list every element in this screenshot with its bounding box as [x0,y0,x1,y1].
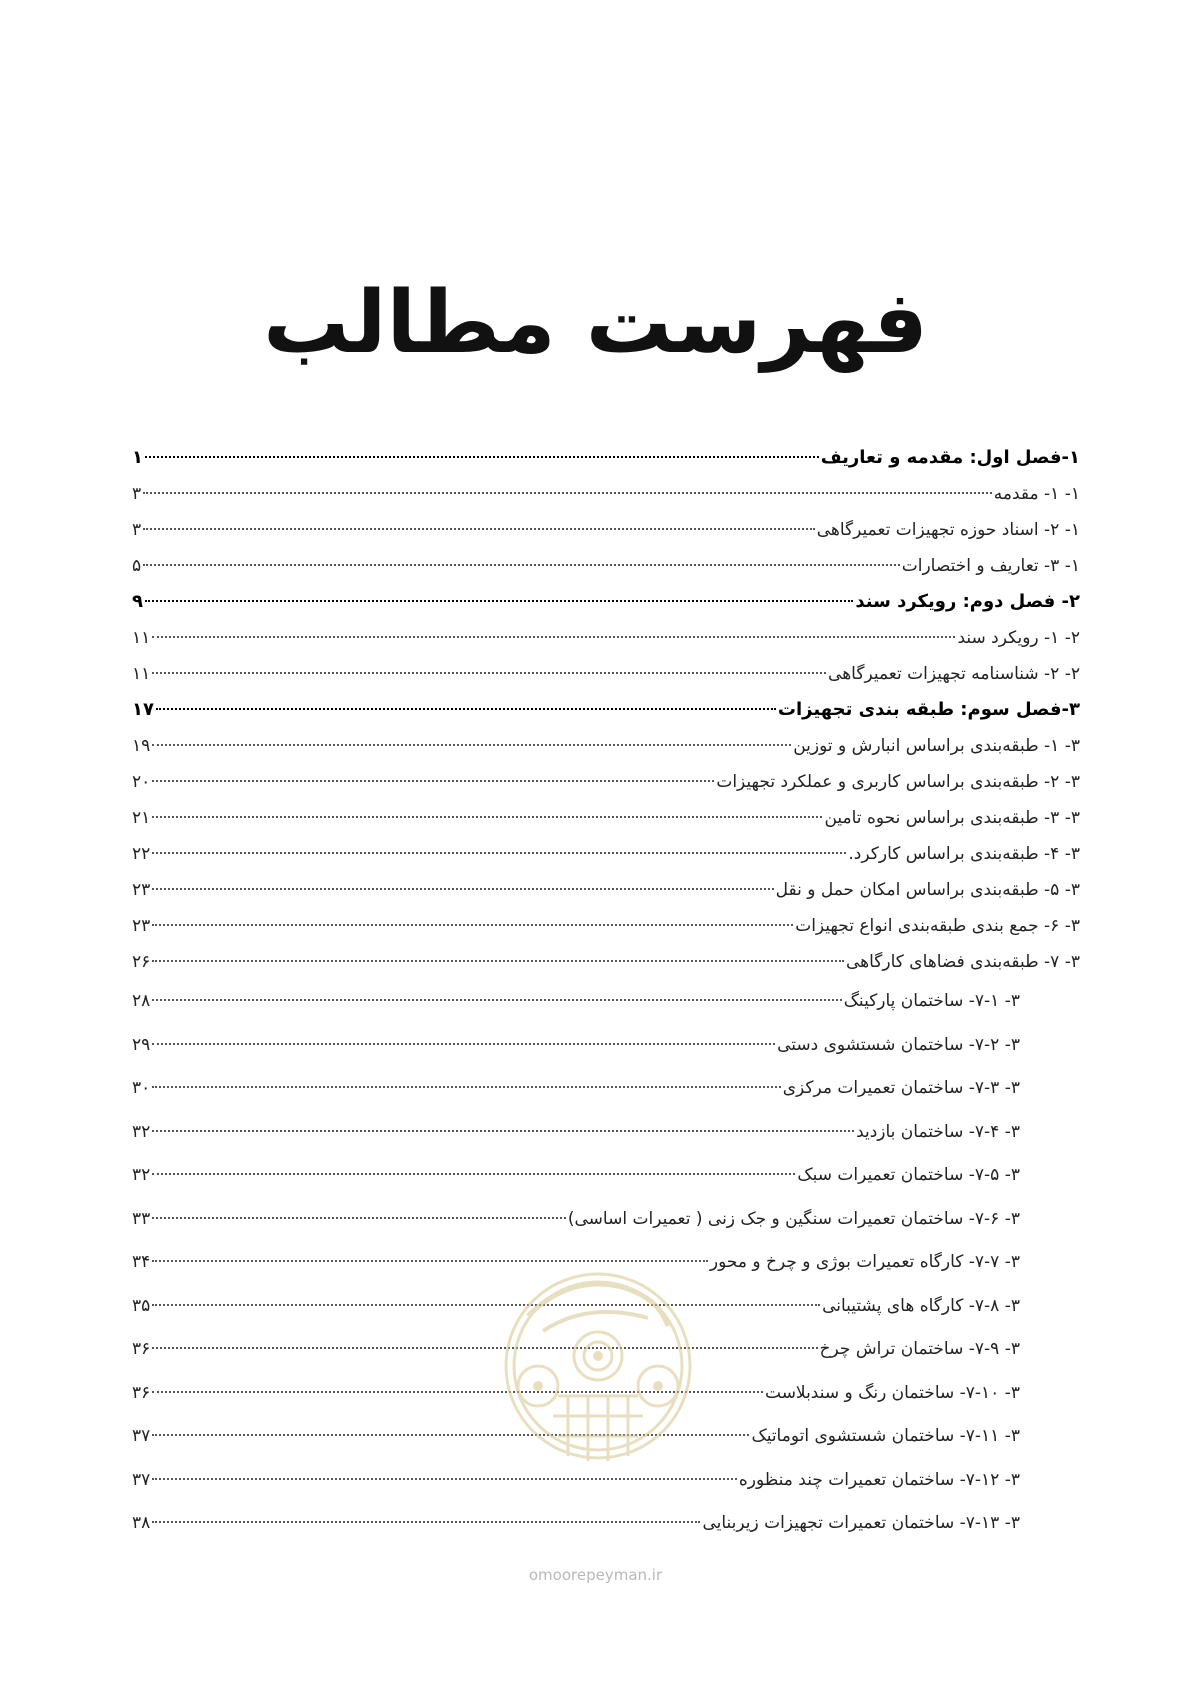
dot-leader [145,456,819,458]
toc-page-number: ۱ [132,447,143,468]
toc-entry[interactable] [132,476,1080,512]
toc-chapter-entry[interactable] [132,440,1080,476]
toc-page-number: ۳ [132,484,142,504]
dot-leader [152,816,822,818]
toc-entry-label: ۱-فصل اول: مقدمه و تعاریف [820,447,1080,468]
toc-entry-label: ۲- ۲- شناسنامه تجهیزات تعمیرگاهی [828,664,1080,684]
toc-entry-label: ۳- ۷-۱۰- ساختمان رنگ و سندبلاست [765,1382,1020,1403]
watermark-seal-icon [498,1256,698,1488]
dot-leader [152,1304,820,1306]
dot-leader [156,708,776,710]
dot-leader [152,1173,795,1175]
toc-page-number: ۳۲ [132,1121,151,1142]
toc-entry[interactable] [132,620,1080,656]
toc-chapter-entry[interactable] [132,692,1080,728]
toc-page-number: ۳۷ [132,1426,151,1446]
toc-page-number: ۹ [132,591,143,612]
toc-page-number: ۳۷ [132,1469,151,1490]
toc-entry[interactable] [132,728,1080,764]
dot-leader [152,672,826,674]
toc-page-number: ۲۲ [132,844,151,864]
toc-entry-label: ۳- ۴- طبقه‌بندی براساس کارکرد. [848,844,1080,864]
dot-leader [152,888,773,890]
toc-entry-label: ۳- ۷-۳- ساختمان تعمیرات مرکزی [782,1078,1020,1098]
dot-leader [152,1043,775,1045]
toc-entry[interactable] [132,1154,1080,1198]
dot-leader [143,564,900,566]
dot-leader [152,636,955,638]
toc-entry-label: ۳- ۷-۹- ساختمان تراش چرخ [819,1339,1020,1359]
toc-entry[interactable] [132,1024,1080,1068]
toc-page-number: ۲۶ [132,952,151,972]
toc-entry-label: ۳- ۶- جمع بندی طبقه‌بندی انواع تجهیزات [795,916,1080,936]
toc-entry[interactable] [132,800,1080,836]
toc-entry-label: ۳- ۷-۵- ساختمان تعمیرات سبک [797,1165,1020,1185]
toc-entry[interactable] [132,980,1080,1024]
toc-entry-label: ۳- ۲- طبقه‌بندی براساس کاربری و عملکرد تجهیزات [716,772,1080,792]
toc-page-number: ۳۰ [132,1078,151,1098]
toc-entry[interactable] [132,1067,1080,1111]
toc-entry-label: ۱- ۳- تعاریف و اختصارات [901,556,1080,576]
toc-page-number: ۱۹ [132,736,151,756]
toc-page-number: ۲۱ [132,808,151,828]
dot-leader [152,924,793,926]
toc-entry-label: ۲- ۱- رویکرد سند [957,628,1080,648]
watermark-site: omoorepeyman.ir [528,1566,663,1584]
toc-page-number: ۲۳ [132,880,151,900]
toc-entry-label: ۱- ۱- مقدمه [993,484,1080,504]
toc-entry-label: ۳- ۷-۱- ساختمان پارکینگ [843,991,1020,1011]
toc-page-number: ۳۶ [132,1382,151,1403]
toc-entry[interactable] [132,1502,1080,1546]
toc-entry[interactable] [132,872,1080,908]
toc-page-number: ۵ [132,556,142,576]
toc-entry-label: ۳- ۵- طبقه‌بندی براساس امکان حمل و نقل [775,880,1080,900]
dot-leader [145,600,853,602]
dot-leader [143,528,815,530]
toc-page-number: ۳ [132,520,142,540]
toc-page-number: ۳۴ [132,1252,151,1272]
dot-leader [152,1521,700,1523]
toc-page-number: ۲۳ [132,916,151,936]
toc-entry-label: ۳- ۱- طبقه‌بندی براساس انبارش و توزین [793,736,1080,756]
toc-entry-label: ۳- ۳- طبقه‌بندی براساس نحوه تامین [824,808,1080,828]
toc-entry-label: ۳- ۷-۲- ساختمان شستشوی دستی [777,1034,1020,1055]
toc-entry[interactable] [132,656,1080,692]
toc-page-number: ۲۹ [132,1034,151,1055]
toc-entry[interactable] [132,512,1080,548]
toc-entry-label: ۳- ۷-۶- ساختمان تعمیرات سنگین و جک زنی ( تعمیرات اساسی) [567,1208,1020,1229]
toc-entry[interactable] [132,1198,1080,1242]
toc-entry-label: ۳- ۷-۱۲- ساختمان تعمیرات چند منظوره [738,1469,1020,1490]
page-title: فهرست مطالب [263,273,928,373]
toc-entry[interactable] [132,1111,1080,1155]
dot-leader [152,1130,854,1132]
dot-leader [152,780,714,782]
dot-leader [152,1086,780,1088]
dot-leader [152,744,791,746]
dot-leader [152,1347,817,1349]
toc-entry-label: ۳- ۷-۸- کارگاه های پشتیبانی [822,1295,1020,1316]
toc-entry[interactable] [132,836,1080,872]
toc-entry[interactable] [132,944,1080,980]
toc-page-number: ۱۱ [132,664,151,684]
toc-page-number: ۱۱ [132,628,151,648]
toc-entry-label: ۳- ۷-۷- کارگاه تعمیرات بوژی و چرخ و محور [709,1252,1020,1272]
toc-page-number: ۳۶ [132,1339,151,1359]
toc-entry[interactable] [132,908,1080,944]
toc-entry-label: ۳- ۷-۱۱- ساختمان شستشوی اتوماتیک [751,1426,1020,1446]
toc-page-number: ۳۵ [132,1295,151,1316]
toc-page-number: ۱۷ [132,699,154,720]
toc-entry-label: ۳- ۷-۱۳- ساختمان تعمیرات تجهیزات زیربنایی [702,1513,1020,1533]
toc-entry[interactable] [132,764,1080,800]
toc-entry-label: ۳- ۷- طبقه‌بندی فضاهای کارگاهی [845,952,1080,972]
toc-entry-label: ۱- ۲- اسناد حوزه تجهیزات تعمیرگاهی [816,520,1080,540]
toc-page-number: ۲۸ [132,991,151,1011]
toc-entry[interactable] [132,548,1080,584]
toc-entry-label: ۳- ۷-۴- ساختمان بازدید [856,1121,1020,1142]
dot-leader [152,1217,566,1219]
toc-chapter-entry[interactable] [132,584,1080,620]
toc-page-number: ۲۰ [132,772,151,792]
toc-entry-label: ۳-فصل سوم: طبقه بندی تجهیزات [777,699,1080,720]
toc-page-number: ۳۳ [132,1208,151,1229]
toc-entry-label: ۲- فصل دوم: رویکرد سند [855,591,1080,612]
dot-leader [143,492,992,494]
toc-page-number: ۳۲ [132,1165,151,1185]
dot-leader [152,960,844,962]
toc-page-number: ۳۸ [132,1513,151,1533]
dot-leader [152,999,841,1001]
dot-leader [152,852,846,854]
